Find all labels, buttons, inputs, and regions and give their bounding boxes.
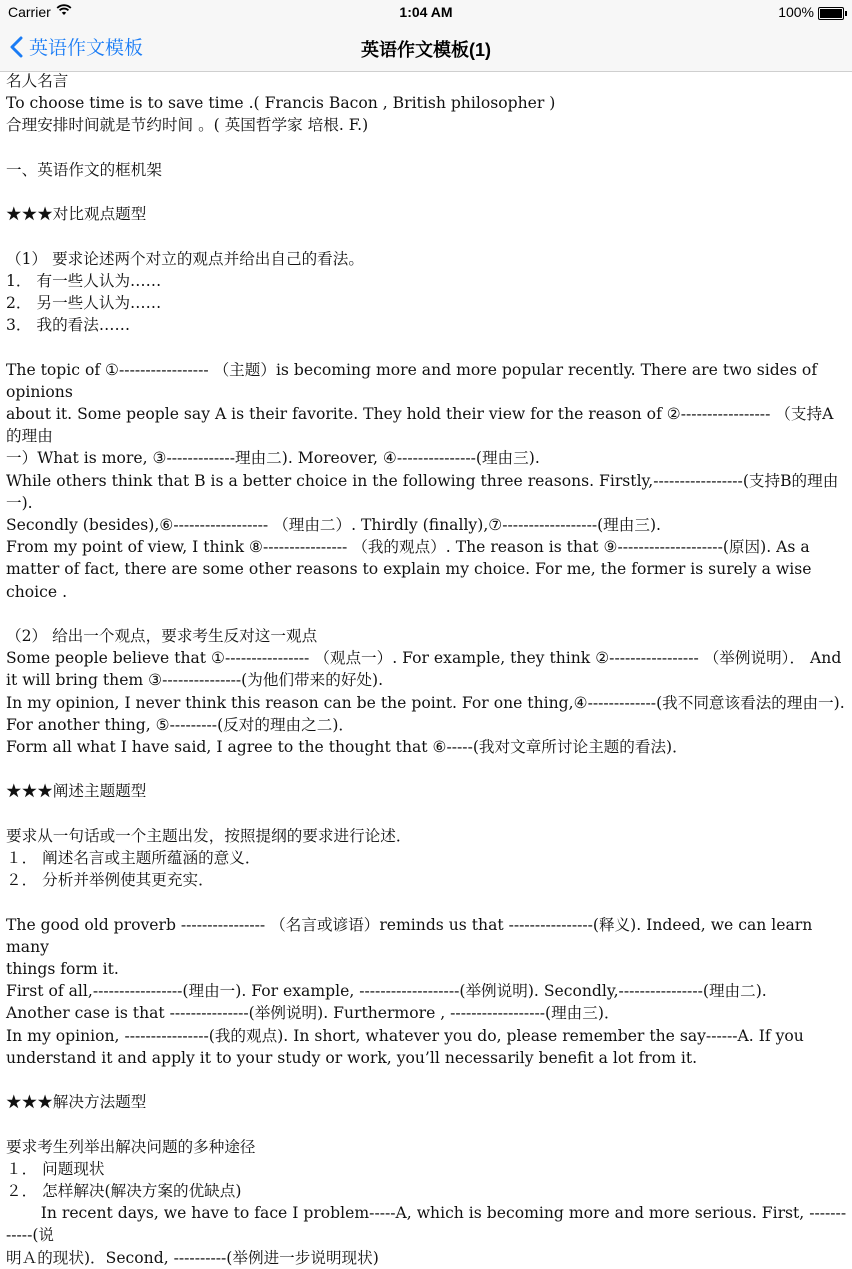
text-line: The topic of ①----------------- （主题）is becoming more and more popular recently. There are two sides of opinions (6, 360, 823, 401)
text-line: For another thing, ⑤---------(反对的理由之二)． (6, 715, 354, 734)
text-line: From my point of view, I think ⑧---------------- （我的观点）. The reason is that ⑨--------------------(原因). As a (6, 538, 810, 557)
text-line: Form all what I have said, I agree to the thought that ⑥-----(我对文章所讨论主题的看法)． (6, 738, 688, 757)
text-line: While others think that B is a better choice in the following three reasons. Firstly,-----------------(支持B的理由一). (6, 471, 839, 512)
text-line: In recent days, we have to face I problem-----A, which is becoming more and more serious. First, ------------(说 (6, 1204, 847, 1245)
text-line: 合理安排时间就是节约时间 。( 英国哲学家 培根. F.) (6, 116, 369, 135)
back-button-label: 英语作文模板 (29, 38, 144, 59)
page-title: 英语作文模板(1) (361, 40, 491, 60)
text-line (6, 225, 848, 247)
text-line: ★★★解决方法题型 (6, 1093, 147, 1112)
text-line: matter of fact, there are some other reasons to explain my choice. For me, the former is surely a wise choice . (6, 560, 817, 601)
text-line: ★★★阐述主题题型 (6, 782, 147, 801)
text-line (6, 336, 848, 358)
text-line: ２． 怎样解决(解决方案的优缺点) (6, 1182, 242, 1200)
text-line: 明Ａ的现状)．Second, ----------(举例进一步说明现状) (6, 1248, 379, 1267)
text-line: 一）What is more, ③-------------理由二). Moreover, ④---------------(理由三). (6, 449, 540, 468)
text-line: First of all,-----------------(理由一). For example, -------------------(举例说明). Secondly,----------------(理由二). (6, 982, 767, 1001)
status-bar (0, 0, 852, 24)
text-line (6, 137, 848, 159)
text-line: Another case is that ---------------(举例说明). Furthermore , ------------------(理由三)． (6, 1004, 620, 1023)
text-line (6, 603, 848, 625)
text-line: （1） 要求论述两个对立的观点并给出自己的看法。 (6, 249, 364, 268)
text-line (6, 1069, 848, 1091)
text-line: To choose time is to save time .( Francis Bacon , British philosopher ) (6, 94, 556, 113)
text-line: understand it and apply it to your study or work, you’ll necessarily benefit a lot from it. (6, 1048, 698, 1067)
text-line: 2． 另一些人认为…… (6, 293, 162, 312)
text-line: 1． 有一些人认为…… (6, 271, 162, 290)
navigation-bar (0, 24, 852, 72)
text-line: 名人名言 (6, 72, 69, 90)
text-line: Secondly (besides),⑥------------------ （理由二）. Thirdly (finally),⑦------------------(理由三). (6, 516, 662, 534)
text-line: 3． 我的看法…… (6, 316, 131, 335)
text-line: The good old proverb ---------------- （名言或谚语）reminds us that ----------------(释义). Indeed, we can learn many (6, 915, 818, 956)
text-line (6, 891, 848, 913)
text-line: ★★★对比观点题型 (6, 205, 147, 224)
text-line: １． 问题现状 (6, 1159, 105, 1178)
carrier-label: Carrier (8, 4, 51, 20)
text-line: In my opinion, I never think this reason can be the point. For one thing,④-------------(我不同意该看法的理由一). (6, 693, 845, 712)
text-line: In my opinion, ----------------(我的观点). In short, whatever you do, please remember the say------A. If you (6, 1026, 804, 1045)
text-line: about it. Some people say A is their favorite. They hold their view for the reason of ②----------------- （支持A的理由 (6, 404, 834, 446)
text-line: 一、英语作文的框机架 (6, 160, 162, 179)
text-line: Some people believe that ①---------------- （观点一）. For example, they think ②----------------- （举例说明）． And (6, 649, 842, 668)
text-line: ２． 分析并举例使其更充实． (6, 871, 214, 890)
text-line: it will bring them ③---------------(为他们带来的好处). (6, 671, 384, 690)
text-line: （2） 给出一个观点，要求考生反对这一观点 (6, 627, 318, 645)
battery-icon (818, 7, 844, 20)
text-line: things form it. (6, 960, 119, 978)
text-line (6, 181, 848, 203)
text-line (6, 1113, 848, 1135)
battery-percentage: 100% (778, 4, 814, 20)
text-line: １． 阐述名言或主题所蕴涵的意义． (6, 849, 261, 867)
text-line (6, 803, 848, 825)
article-text[interactable] (6, 70, 848, 1269)
clock: 1:04 AM (399, 4, 453, 20)
text-line: 要求考生列举出解决问题的多种途径 (6, 1137, 256, 1156)
text-line: 要求从一句话或一个主题出发，按照提纲的要求进行论述． (6, 826, 412, 845)
text-line (6, 758, 848, 780)
